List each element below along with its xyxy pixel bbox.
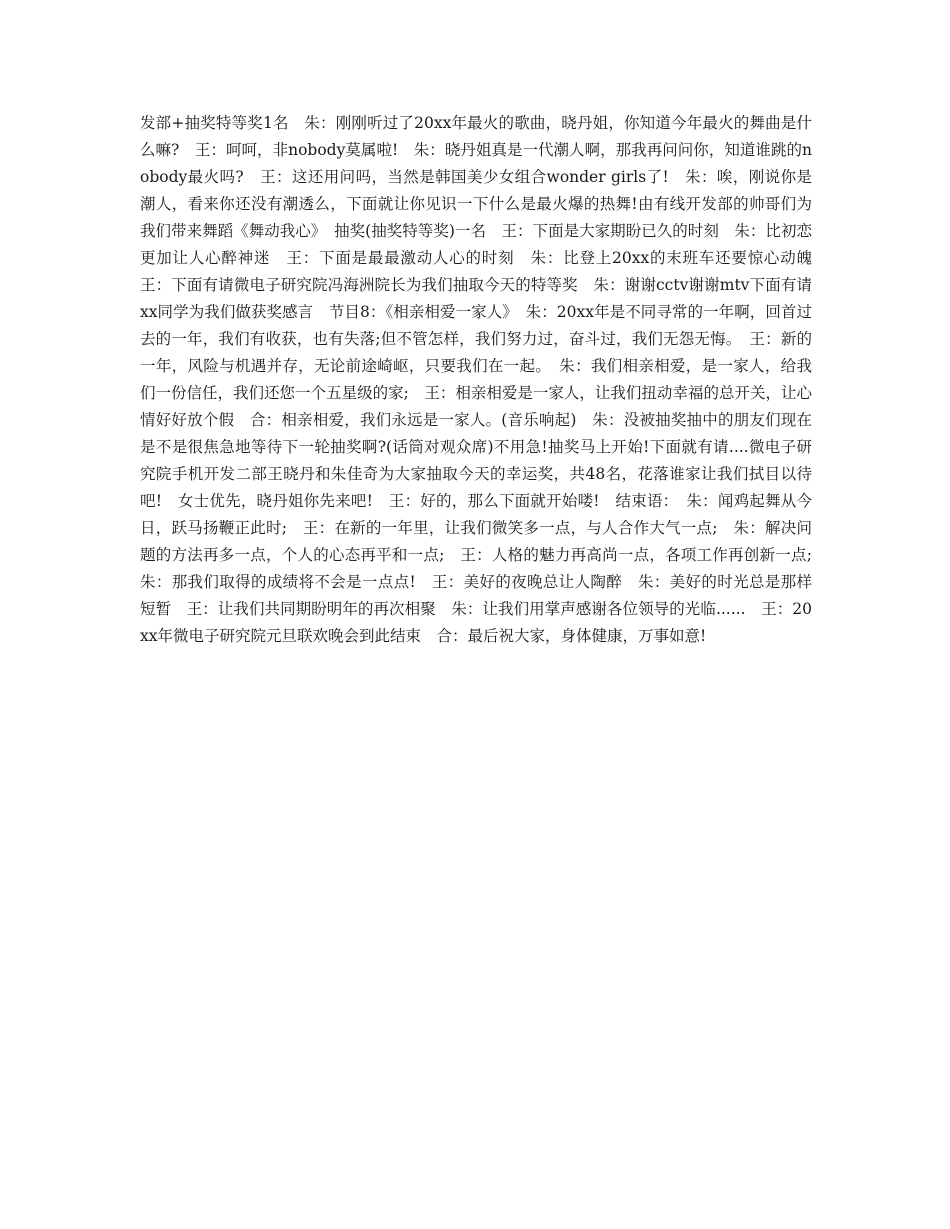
document-content — [140, 110, 828, 650]
body-paragraph: 发部+抽奖特等奖1名 朱：刚刚听过了20xx年最火的歌曲，晓丹姐，你知道今年最火的舞曲是什么嘛? 王：呵呵，非nobody莫属啦! 朱：晓丹姐真是一代潮人啊，那我再问问你，知道谁跳的nobody最火吗? 王：这还用问吗，当然是韩国美少女组合wonder girls了! 朱：唉，刚说你是潮人，看来你还没有潮透么，下面就让你见识一下什么是最火爆的热舞!由有线开发部的帅哥们为我们带来舞蹈《舞动我心》 抽奖(抽奖特等奖)一名 王：下面是大家期盼已久的时刻 朱：比初恋更加让人心醉神迷 王：下面是最最激动人心的时刻 朱：比登上20xx的末班车还要惊心动魄 王：下面有请微电子研究院冯海洲院长为我们抽取今天的特等奖 朱：谢谢cctv谢谢mtv下面有请xx同学为我们做获奖感言 节目8：《相亲相爱一家人》 朱：20xx年是不同寻常的一年啊，回首过去的一年，我们有收获，也有失落;但不管怎样，我们努力过，奋斗过，我们无怨无悔。 王：新的一年，风险与机遇并存，无论前途崎岖，只要我们在一起。 朱：我们相亲相爱，是一家人，给我们一份信任，我们还您一个五星级的家; 王：相亲相爱是一家人，让我们扭动幸福的总开关，让心情好好放个假 合：相亲相爱，我们永远是一家人。(音乐响起) 朱：没被抽奖抽中的朋友们现在是不是很焦急地等待下一轮抽奖啊?(话筒对观众席)不用急!抽奖马上开始!下面就有请....微电子研究院手机开发二部王晓丹和朱佳奇为大家抽取今天的幸运奖，共48名，花落谁家让我们拭目以待吧! 女士优先，晓丹姐你先来吧! 王：好的，那么下面就开始喽! 结束语： 朱：闻鸡起舞从今日，跃马扬鞭正此时; 王：在新的一年里，让我们微笑多一点，与人合作大气一点; 朱：解决问题的方法再多一点，个人的心态再平和一点; 王：人格的魅力再高尚一点，各项工作再创新一点; 朱：那我们取得的成绩将不会是一点点! 王：美好的夜晚总让人陶醉 朱：美好的时光总是那样短暂 王：让我们共同期盼明年的再次相聚 朱：让我们用掌声感谢各位领导的光临...... 王：20xx年微电子研究院元旦联欢晚会到此结束 合：最后祝大家，身体健康，万事如意! — [140, 114, 828, 645]
